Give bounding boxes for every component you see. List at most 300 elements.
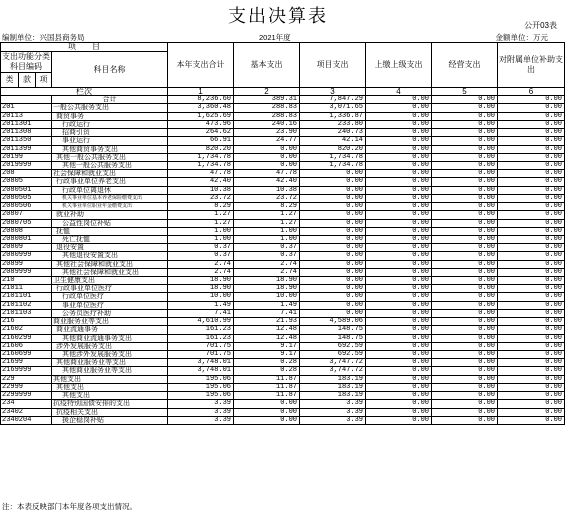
row-value: 0.00 [366,416,432,424]
row-value: 0.00 [498,120,565,128]
func-code-header: 支出功能分类科目编码 [2,52,50,71]
row-value: 0.00 [366,260,432,268]
row-value: 0.00 [498,145,565,153]
row-value: 0.00 [432,383,498,391]
row-value: 9.17 [234,342,300,350]
footnote: 注：本表反映部门本年度各项支出情况。 [2,502,137,511]
row-name: 其他涉外发展服务支出 [52,351,168,359]
row-value: 240.16 [234,120,300,128]
row-value: 0.00 [432,268,498,276]
row-code: 229 [1,375,52,383]
row-code: 20808 [1,227,52,235]
row-code: 210 [1,277,52,285]
row-value: 0.00 [498,129,565,137]
row-code: 2019999 [1,161,52,169]
table-row [1,211,565,219]
table-row [1,400,565,408]
row-value: 0.00 [498,383,565,391]
row-value: 3,748.01 [168,359,234,367]
row-value: 0.00 [366,112,432,120]
row-value: 0.00 [498,359,565,367]
row-value: 0.00 [432,244,498,252]
row-value: 0.00 [432,178,498,186]
row-name: 事业运行 [52,137,168,145]
row-value: 8.29 [168,203,234,211]
row-value: 0.00 [366,408,432,416]
row-value: 0.00 [498,104,565,112]
row-value: 3.39 [168,416,234,424]
row-value: 183.19 [300,392,366,400]
table-row [1,137,565,145]
row-value: 0.00 [432,186,498,194]
row-value: 23.90 [234,129,300,137]
row-value: 47.78 [234,170,300,178]
row-value: 42.14 [300,137,366,145]
row-value: 0.00 [366,309,432,317]
row-value: 0.00 [498,235,565,243]
col-num: 1 [168,88,234,96]
row-value: 0.00 [498,112,565,120]
table-row [1,104,565,112]
row-code: 2160699 [1,351,52,359]
row-value: 0.00 [366,252,432,260]
row-value: 148.75 [300,326,366,334]
row-value: 0.00 [300,293,366,301]
row-value: 1.00 [234,235,300,243]
row-code: 21602 [1,326,52,334]
row-value: 0.00 [498,186,565,194]
row-value: 0.00 [366,227,432,235]
row-code: 2101101 [1,293,52,301]
row-value: 3,748.01 [168,367,234,375]
row-value: 0.00 [498,153,565,161]
row-name: 招商引资 [52,129,168,137]
row-value: 0.00 [366,359,432,367]
row-value: 0.00 [432,293,498,301]
row-value: 0.00 [366,383,432,391]
row-name: 商贸事务 [52,112,168,120]
row-name: 退役安置 [52,244,168,252]
row-value: 233.80 [300,120,366,128]
row-value: 0.00 [234,400,300,408]
row-value: 3,747.72 [300,359,366,367]
row-value: 3.39 [300,400,366,408]
row-value: 3,360.48 [168,104,234,112]
row-value: 0.00 [432,392,498,400]
col-num: 3 [300,88,366,96]
row-value: 0.00 [366,277,432,285]
row-value: 0.00 [300,227,366,235]
row-value: 701.75 [168,351,234,359]
row-value: 0.00 [498,268,565,276]
row-value: 0.00 [366,186,432,194]
row-value: 0.00 [234,408,300,416]
row-name: 一般公共服务支出 [52,104,168,112]
row-value: 0.00 [300,260,366,268]
row-value: 0.00 [300,203,366,211]
row-value: 0.00 [498,334,565,342]
row-value: 692.59 [300,342,366,350]
row-value: 12.48 [234,326,300,334]
row-name: 援企稳岗补贴 [52,416,168,424]
org-label: 编制单位：兴国县商务局 [2,33,85,42]
row-code: 23402 [1,408,52,416]
row-value: 0.00 [300,252,366,260]
row-value: 195.06 [168,383,234,391]
row-value: 0.00 [498,219,565,227]
unit-label: 金额单位：万元 [495,33,548,42]
row-code: 21606 [1,342,52,350]
row-value: 0.00 [366,211,432,219]
row-name: 其他商贸事务支出 [52,145,168,153]
row-value: 0.00 [366,194,432,202]
row-code: 21011 [1,285,52,293]
row-code: 2080506 [1,203,52,211]
row-value: 0.00 [366,104,432,112]
row-name: 行政单位医疗 [52,293,168,301]
row-value: 0.37 [168,252,234,260]
lanci-header: 栏次 [1,88,168,96]
row-value: 7,847.29 [300,96,366,104]
row-value: 0.00 [234,161,300,169]
row-value: 0.00 [498,392,565,400]
row-value: 0.00 [432,367,498,375]
row-value: 0.00 [432,120,498,128]
table-row [1,326,565,334]
row-value: 0.00 [432,277,498,285]
row-value: 0.00 [366,145,432,153]
row-value: 1.49 [168,301,234,309]
row-value: 0.00 [432,104,498,112]
row-value: 23.72 [234,194,300,202]
row-code: 2101103 [1,309,52,317]
row-value: 0.00 [300,285,366,293]
table-row [1,219,565,227]
meta-row [2,32,554,42]
row-value: 1.00 [168,235,234,243]
row-value: 0.00 [366,334,432,342]
row-value: 0.00 [300,219,366,227]
row-value: 1.27 [168,219,234,227]
row-value: 1,734.78 [300,161,366,169]
table-row [1,178,565,186]
row-value: 0.00 [366,96,432,104]
row-value: 0.00 [498,211,565,219]
row-name: 机关事业单位职业年金缴费支出 [52,203,168,211]
row-name: 涉外发展服务支出 [52,342,168,350]
row-name: 其他一般公共服务支出 [52,153,168,161]
row-value: 2.74 [168,268,234,276]
row-value: 0.00 [234,153,300,161]
row-value: 42.40 [168,178,234,186]
row-value: 0.00 [498,244,565,252]
row-value: 8.29 [234,203,300,211]
row-value: 0.00 [300,186,366,194]
row-value: 1,625.69 [168,112,234,120]
row-value: 0.00 [498,400,565,408]
row-code: 2011350 [1,137,52,145]
row-value: 0.00 [498,416,565,424]
row-value: 1.49 [234,301,300,309]
row-value: 4,589.06 [300,318,366,326]
row-value: 0.00 [366,326,432,334]
row-name: 抗疫特别国债安排的支出 [52,400,168,408]
row-value: 0.00 [498,367,565,375]
row-value: 0.28 [234,359,300,367]
row-value: 0.00 [432,211,498,219]
col-num: 5 [432,88,498,96]
row-code: 20899 [1,260,52,268]
row-value: 0.00 [432,252,498,260]
row-value: 3.39 [168,408,234,416]
row-value: 0.00 [300,170,366,178]
row-value: 0.00 [366,400,432,408]
row-code: 20807 [1,211,52,219]
row-name: 其他支出 [52,375,168,383]
row-value: 1,336.87 [300,112,366,120]
row-value: 0.00 [432,153,498,161]
row-value: 8,236.60 [168,96,234,104]
row-value: 3,747.72 [300,367,366,375]
row-value: 0.00 [234,416,300,424]
row-value: 0.00 [366,153,432,161]
name-header: 科目名称 [52,52,168,88]
row-value: 0.00 [432,309,498,317]
col-header-total: 本年支出合计 [168,43,234,88]
row-value: 2.74 [234,260,300,268]
row-value: 0.00 [300,235,366,243]
row-value: 0.00 [300,178,366,186]
row-value: 0.00 [498,170,565,178]
row-code: 216 [1,318,52,326]
row-name: 抚恤 [52,227,168,235]
row-value: 0.00 [300,194,366,202]
kuan-header: 款 [19,73,36,88]
row-value: 0.00 [366,392,432,400]
col-header-project: 项目支出 [300,43,366,88]
row-value: 0.00 [498,252,565,260]
expenditure-table [0,42,565,425]
row-name: 其他商业流通事务支出 [52,334,168,342]
row-value: 0.00 [432,375,498,383]
row-value: 0.00 [498,260,565,268]
row-value: 0.00 [432,203,498,211]
row-value: 1.27 [234,211,300,219]
row-value: 0.00 [300,301,366,309]
row-name: 行政事业单位养老支出 [52,178,168,186]
row-value: 820.20 [168,145,234,153]
row-value: 183.19 [300,383,366,391]
row-value: 12.48 [234,334,300,342]
row-name: 其他商业服务业等支出 [52,359,168,367]
row-value: 18.90 [168,277,234,285]
row-value: 0.00 [366,235,432,243]
table-row [1,293,565,301]
row-value: 0.00 [366,219,432,227]
row-value: 0.00 [432,219,498,227]
row-value: 0.00 [432,194,498,202]
row-name: 其他支出 [52,392,168,400]
row-value: 0.00 [498,408,565,416]
row-value: 0.00 [300,309,366,317]
row-name: 商业服务业等支出 [52,318,168,326]
row-value: 9.17 [234,351,300,359]
row-value: 1.00 [168,227,234,235]
row-value: 0.37 [168,244,234,252]
row-value: 24.77 [234,137,300,145]
row-value: 820.20 [300,145,366,153]
row-value: 0.00 [498,161,565,169]
row-value: 7.41 [168,309,234,317]
row-value: 0.00 [498,277,565,285]
row-value: 7.41 [234,309,300,317]
table-row [1,367,565,375]
page-title: 支出决算表 [228,6,328,26]
row-value: 183.19 [300,375,366,383]
row-value: 0.00 [432,129,498,137]
row-code: 2011399 [1,145,52,153]
lei-header: 类 [1,73,19,88]
row-value: 10.00 [168,293,234,301]
row-value: 0.00 [432,137,498,145]
row-value: 240.73 [300,129,366,137]
row-name: 其他退役安置支出 [52,252,168,260]
row-name: 卫生健康支出 [52,277,168,285]
header-row-item [1,43,565,52]
row-value: 0.00 [432,301,498,309]
row-name: 死亡抚恤 [52,235,168,243]
row-value: 0.00 [432,400,498,408]
row-value: 0.00 [432,351,498,359]
form-number: 公开03表 [524,21,557,30]
row-value: 0.00 [432,112,498,120]
row-value: 10.38 [168,186,234,194]
row-value: 0.00 [498,301,565,309]
row-value: 0.00 [432,318,498,326]
row-value: 21.93 [234,318,300,326]
row-value: 0.00 [498,375,565,383]
row-value: 2.74 [234,268,300,276]
row-value: 0.00 [366,170,432,178]
row-value: 0.00 [432,326,498,334]
row-value: 1.27 [168,211,234,219]
row-name: 其他一般公共服务支出 [52,161,168,169]
row-code: 201 [1,104,52,112]
row-code: 20805 [1,178,52,186]
row-value: 0.00 [498,326,565,334]
row-value: 0.37 [234,252,300,260]
row-value: 0.00 [366,301,432,309]
row-value: 0.00 [366,318,432,326]
row-value: 18.90 [234,285,300,293]
row-value: 0.00 [498,96,565,104]
row-name: 社会保障和就业支出 [52,170,168,178]
row-code: 2011301 [1,120,52,128]
row-value: 0.00 [366,285,432,293]
row-code: 2011308 [1,129,52,137]
row-value: 0.00 [366,120,432,128]
row-code: 2080801 [1,235,52,243]
row-code: 20199 [1,153,52,161]
row-value: 4,610.99 [168,318,234,326]
row-value: 0.00 [432,227,498,235]
col-num: 4 [366,88,432,96]
row-value: 10.38 [234,186,300,194]
row-value: 0.00 [498,351,565,359]
row-value: 1.00 [234,227,300,235]
row-value: 0.00 [300,268,366,276]
row-value: 1,734.78 [300,153,366,161]
row-code: 21699 [1,359,52,367]
row-value: 389.31 [234,96,300,104]
row-code: 2080999 [1,252,52,260]
row-value: 0.00 [498,227,565,235]
row-value: 0.00 [366,351,432,359]
row-value: 0.00 [366,293,432,301]
row-value: 0.00 [432,170,498,178]
row-value: 161.23 [168,334,234,342]
row-code: 234 [1,400,52,408]
row-value: 0.00 [366,161,432,169]
row-code: 2340204 [1,416,52,424]
col-num: 6 [498,88,565,96]
xiang-header: 项 [36,73,52,88]
row-value: 0.00 [234,145,300,153]
row-value: 0.00 [432,96,498,104]
row-value: 0.00 [366,244,432,252]
row-value: 0.00 [366,268,432,276]
row-code: 22999 [1,383,52,391]
row-value: 0.00 [300,277,366,285]
row-name: 事业单位医疗 [52,301,168,309]
row-value: 1,734.78 [168,153,234,161]
row-value: 0.00 [366,375,432,383]
row-value: 11.87 [234,383,300,391]
row-value: 0.00 [366,129,432,137]
row-value: 0.00 [366,203,432,211]
row-name: 行政运行 [52,120,168,128]
row-code: 2101102 [1,301,52,309]
row-value: 0.00 [498,285,565,293]
row-code: 2169999 [1,367,52,375]
row-value: 0.00 [300,244,366,252]
row-value: 0.00 [432,334,498,342]
row-name: 就业补助 [52,211,168,219]
row-code: 20809 [1,244,52,252]
row-value: 0.00 [498,137,565,145]
row-name: 公务员医疗补助 [52,309,168,317]
row-value: 0.00 [498,342,565,350]
row-value: 0.00 [498,203,565,211]
row-value: 288.83 [234,112,300,120]
row-value: 0.00 [366,367,432,375]
table-row [1,416,565,424]
row-value: 0.00 [432,161,498,169]
row-code: 2080501 [1,186,52,194]
col-header-basic: 基本支出 [234,43,300,88]
row-name: 行政事业单位医疗 [52,285,168,293]
row-value: 0.00 [498,178,565,186]
row-value: 692.59 [300,351,366,359]
row-value: 0.00 [366,178,432,186]
row-name: 其他社会保障和就业支出 [52,268,168,276]
row-value: 10.00 [234,293,300,301]
row-value: 2.74 [168,260,234,268]
row-name: 其他支出 [52,383,168,391]
row-code: 2080705 [1,219,52,227]
row-value: 3.39 [300,408,366,416]
row-value: 0.00 [498,194,565,202]
